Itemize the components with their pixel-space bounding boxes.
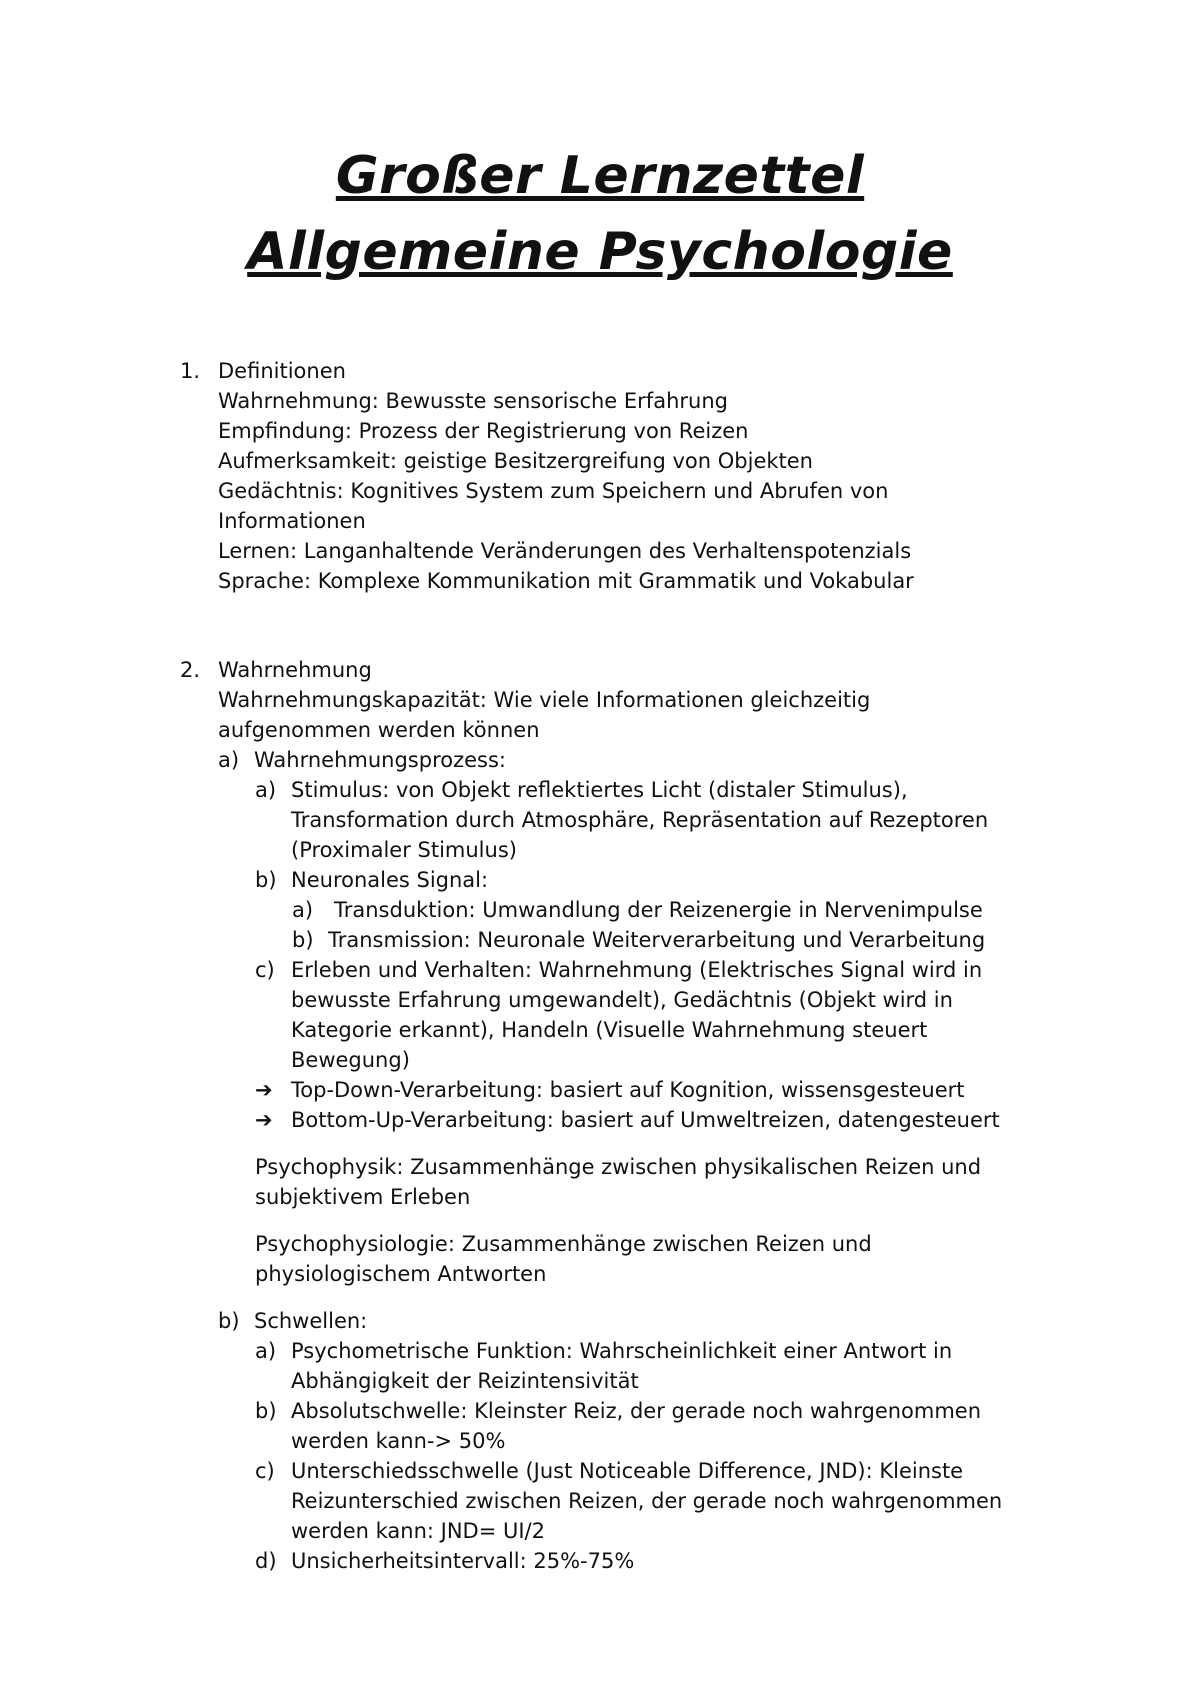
list-marker: d) <box>255 1549 277 1573</box>
list-marker: b) <box>292 928 314 952</box>
definition-line: Lernen: Langanhaltende Veränderungen des Verhaltenspotenzials <box>218 539 912 563</box>
list-item-line: (Proximaler Stimulus) <box>291 838 517 862</box>
list-marker: b) <box>218 1309 240 1333</box>
intro-line: aufgenommen werden können <box>218 718 540 742</box>
list-marker: a) <box>218 748 240 772</box>
list-marker: a) <box>255 1339 277 1363</box>
definition-line: Sprache: Komplexe Kommunikation mit Grammatik und Vokabular <box>218 569 914 593</box>
paragraph-line: physiologischem Antworten <box>255 1262 547 1286</box>
arrow-item: Top-Down-Verarbeitung: basiert auf Kognition, wissensgesteuert <box>291 1078 965 1102</box>
list-item-line: Transformation durch Atmosphäre, Repräsentation auf Rezeptoren <box>291 808 989 832</box>
list-item-line: Stimulus: von Objekt reflektiertes Licht (distaler Stimulus), <box>291 778 908 802</box>
section-heading: Definitionen <box>218 359 346 383</box>
definition-line: Wahrnehmung: Bewusste sensorische Erfahrung <box>218 389 728 413</box>
list-item-line: bewusste Erfahrung umgewandelt), Gedächtnis (Objekt wird in <box>291 988 953 1012</box>
list-item-line: Neuronales Signal: <box>291 868 489 892</box>
section-heading: Wahrnehmung <box>218 658 372 682</box>
paragraph-line: Psychophysiologie: Zusammenhänge zwischen Reizen und <box>255 1232 872 1256</box>
list-item-line: werden kann-> 50% <box>291 1429 506 1453</box>
definition-line: Informationen <box>218 509 366 533</box>
list-marker: c) <box>255 958 275 982</box>
subsection-label: Schwellen: <box>254 1309 368 1333</box>
list-item-line: werden kann: JND= UI/2 <box>291 1519 545 1543</box>
list-item-line: Kategorie erkannt), Handeln (Visuelle Wahrnehmung steuert <box>291 1018 928 1042</box>
section-number: 2. <box>180 658 201 682</box>
list-item-line: Unterschiedsschwelle (Just Noticeable Difference, JND): Kleinste <box>291 1459 964 1483</box>
list-marker: b) <box>255 1399 277 1423</box>
definition-line: Gedächtnis: Kognitives System zum Speichern und Abrufen von <box>218 479 889 503</box>
arrow-right-icon: ➔ <box>255 1108 273 1132</box>
arrow-item: Bottom-Up-Verarbeitung: basiert auf Umweltreizen, datengesteuert <box>291 1108 1000 1132</box>
title-line-2: Allgemeine Psychologie <box>247 222 953 282</box>
list-marker: a) <box>292 898 314 922</box>
list-item-line: Unsicherheitsintervall: 25%-75% <box>291 1549 635 1573</box>
arrow-right-icon: ➔ <box>255 1078 273 1102</box>
paragraph-line: subjektivem Erleben <box>255 1185 471 1209</box>
subsection-label: Wahrnehmungsprozess: <box>254 748 506 772</box>
list-item-line: Erleben und Verhalten: Wahrnehmung (Elektrisches Signal wird in <box>291 958 983 982</box>
list-item-line: Bewegung) <box>291 1048 410 1072</box>
list-marker: a) <box>255 778 277 802</box>
definition-line: Empfindung: Prozess der Registrierung von Reizen <box>218 419 749 443</box>
paragraph-line: Psychophysik: Zusammenhänge zwischen physikalischen Reizen und <box>255 1155 982 1179</box>
list-marker: b) <box>255 868 277 892</box>
list-marker: c) <box>255 1459 275 1483</box>
list-item-line: Abhängigkeit der Reizintensivität <box>291 1369 639 1393</box>
list-item-line: Psychometrische Funktion: Wahrscheinlichkeit einer Antwort in <box>291 1339 953 1363</box>
list-item-line: Transmission: Neuronale Weiterverarbeitung und Verarbeitung <box>328 928 986 952</box>
title-line-1: Großer Lernzettel <box>335 146 865 206</box>
list-item-line: Absolutschwelle: Kleinster Reiz, der gerade noch wahrgenommen <box>291 1399 982 1423</box>
list-item-line: Reizunterschied zwischen Reizen, der gerade noch wahrgenommen <box>291 1489 1003 1513</box>
intro-line: Wahrnehmungskapazität: Wie viele Informationen gleichzeitig <box>218 688 871 712</box>
definition-line: Aufmerksamkeit: geistige Besitzergreifung von Objekten <box>218 449 813 473</box>
section-number: 1. <box>180 359 201 383</box>
list-item-line: Transduktion: Umwandlung der Reizenergie in Nervenimpulse <box>334 898 983 922</box>
